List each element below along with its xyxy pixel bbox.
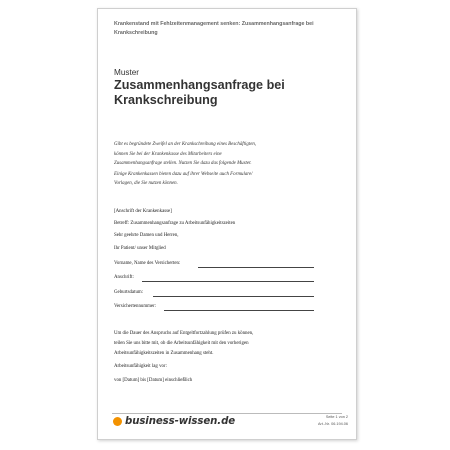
title-line-1: Zusammenhangsanfrage bei [114, 78, 285, 92]
intro-line: Einige Krankenkassen bieten dazu auf ihrer Webseite auch Formulare/ [114, 171, 253, 177]
body-line: Um die Dauer des Anspruchs auf Entgeltfortzahlung prüfen zu können, [114, 331, 254, 336]
body-line: teilen Sie uns bitte mit, ob die Arbeitsunfähigkeit mit den vorherigen [114, 341, 249, 346]
field-address-label: Anschrift: [114, 275, 134, 280]
letter-salutation: Sehr geehrte Damen und Herren, [114, 233, 179, 238]
intro-line: Zusammenhangsanfrage stellen. Nutzen Sie dazu das folgende Muster. [114, 161, 252, 167]
page-number: Seite 1 von 2 [325, 415, 348, 419]
intro-text [114, 140, 344, 189]
document-header [114, 20, 346, 38]
period-value: von [Datum] bis [Datum] einschließlich [114, 378, 193, 383]
document-title [114, 78, 350, 108]
field-address-line[interactable] [142, 281, 314, 282]
brand-logo[interactable] [113, 414, 235, 428]
field-birthdate [114, 290, 350, 298]
field-name-line[interactable] [198, 267, 314, 268]
field-name-label: Vorname, Name des Versicherten: [114, 261, 181, 266]
period-label: Arbeitsunfähigkeit lag vor: [114, 364, 167, 369]
article-number: Art.-Nr. 06.194.06 [318, 421, 348, 426]
footer-meta [318, 414, 348, 427]
member-line: Ihr Patient/ unser Mitglied [114, 246, 166, 251]
field-name [114, 261, 350, 269]
logo-text: business-wissen.de [125, 415, 236, 427]
intro-line: Gibt es begründete Zweifel an der Krankschreibung eines Beschäftigten, [114, 142, 257, 147]
header-line-2: Krankschreibung [114, 30, 158, 36]
field-insurance-number-line[interactable] [164, 310, 314, 311]
field-birthdate-line[interactable] [153, 296, 314, 297]
body-line: Arbeitsunfähigkeitszeiten in Zusammenhang steht. [114, 351, 214, 356]
field-address [114, 275, 350, 283]
field-birthdate-label: Geburtsdatum: [114, 290, 144, 295]
intro-line: Vorlagen, die Sie nutzen können. [114, 181, 178, 187]
letter-subject: Betreff: Zusammenhangsanfrage zu Arbeitsunfähigkeitszeiten [114, 221, 236, 226]
field-insurance-number [114, 304, 350, 312]
field-insurance-number-label: Versichertennummer: [114, 304, 157, 309]
recipient-address: [Anschrift der Krankenkasse] [114, 209, 172, 214]
title-line-2: Krankschreibung [114, 93, 218, 107]
document-page [97, 8, 357, 440]
header-line-1: Krankenstand mit Fehlzeitenmanagement senken: Zusammenhangsanfrage bei [114, 21, 314, 27]
document-kicker: Muster [114, 68, 140, 77]
logo-dot-icon [113, 417, 122, 426]
intro-line: können Sie bei der Krankenkasse des Mitarbeiters eine [114, 151, 222, 157]
